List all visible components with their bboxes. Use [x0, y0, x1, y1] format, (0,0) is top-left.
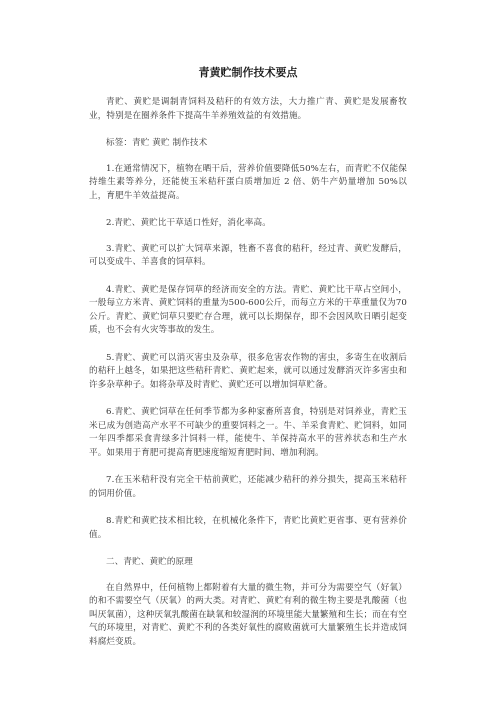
paragraph-principle: 在自然界中，任何植物上都附着有大量的微生物，并可分为需要空气（好氧）的和不需要空气（厌氧）的两大类。对青贮、黄贮有利的微生物主要是乳酸菌（也叫厌氧菌），这种厌氧乳酸菌在缺氧和较湿润的环境里能大量繁殖和生长；而在有空气的环境里，对青贮、黄贮不利的各类好氧性的腐败菌就可大量繁殖生长并造成饲料腐烂变质。: [89, 582, 407, 647]
paragraph-point-4: 4.青贮、黄贮是保存饲草的经济而安全的方法。青贮、黄贮比干草占空间小，一般每立方米青、黄贮饲料的重量为500-600公斤，而每立方米的干草重量仅为70 公斤。青贮、黄贮饲草只要贮存合理，就可以长期保存，即不会因风吹日晒引起变质，也不会有火灾等事故的发生。: [89, 284, 407, 335]
document-body: [89, 96, 407, 663]
section-heading-principle: 二、青贮、黄贮的原理: [106, 557, 193, 567]
paragraph-point-3: 3.青贮、黄贮可以扩大饲草来源，牲畜不喜食的秸秆，经过青、黄贮发酵后，可以变成牛、羊喜食的饲草料。: [89, 243, 407, 267]
paragraph-point-2: 2.青贮、黄贮比干草适口性好，消化率高。: [106, 218, 271, 228]
paragraph-point-7: 7.在玉米秸秆没有完全干枯前黄贮，还能减少秸秆的养分损失，提高玉米秸秆的饲用价值。: [89, 475, 407, 499]
paragraph-point-5: 5.青贮、黄贮可以消灭害虫及杂草，很多危害农作物的害虫，多寄生在收割后的秸秆上越冬，如果把这些秸秆青贮、黄贮起来，就可以通过发酵消灭许多害虫和许多杂草种子。如将杂草及时青贮、黄贮还可以增加饲草贮备。: [89, 352, 407, 390]
tags-line: 标签：青贮 黄贮 制作技术: [106, 138, 208, 148]
paragraph-point-1: 1.在通常情况下，植物在晒干后，营养价值要降低50%左右，而青贮不仅能保持维生素等养分，还能使玉米秸秆蛋白质增加近 2 倍、奶牛产奶量增加 50%以上，育肥牛羊效益提高。: [89, 163, 407, 201]
document-title: 青黄贮制作技术要点: [198, 66, 298, 79]
paragraph-point-8: 8.青贮和黄贮技术相比较，在机械化条件下，青贮比黄贮更省事、更有营养价值。: [89, 516, 407, 540]
intro-paragraph: 青贮、黄贮是调制青饲料及秸秆的有效方法，大力推广青、黄贮是发展畜牧业，特别是在圈养条件下提高牛羊养殖效益的有效措施。: [89, 97, 407, 121]
paragraph-point-6: 6.青贮、黄贮饲草在任何季节都为多种家畜所喜食，特别是对饲养业，青贮玉米已成为创造高产水平不可缺少的重要饲料之一。牛、羊采食青贮、贮饲料，如同一年四季都采食青绿多汁饲料一样，能使牛、羊保持高水平的营养状态和生产水平。如果用于育肥可提高育肥速度缩短育肥时间、增加利润。: [89, 407, 407, 458]
